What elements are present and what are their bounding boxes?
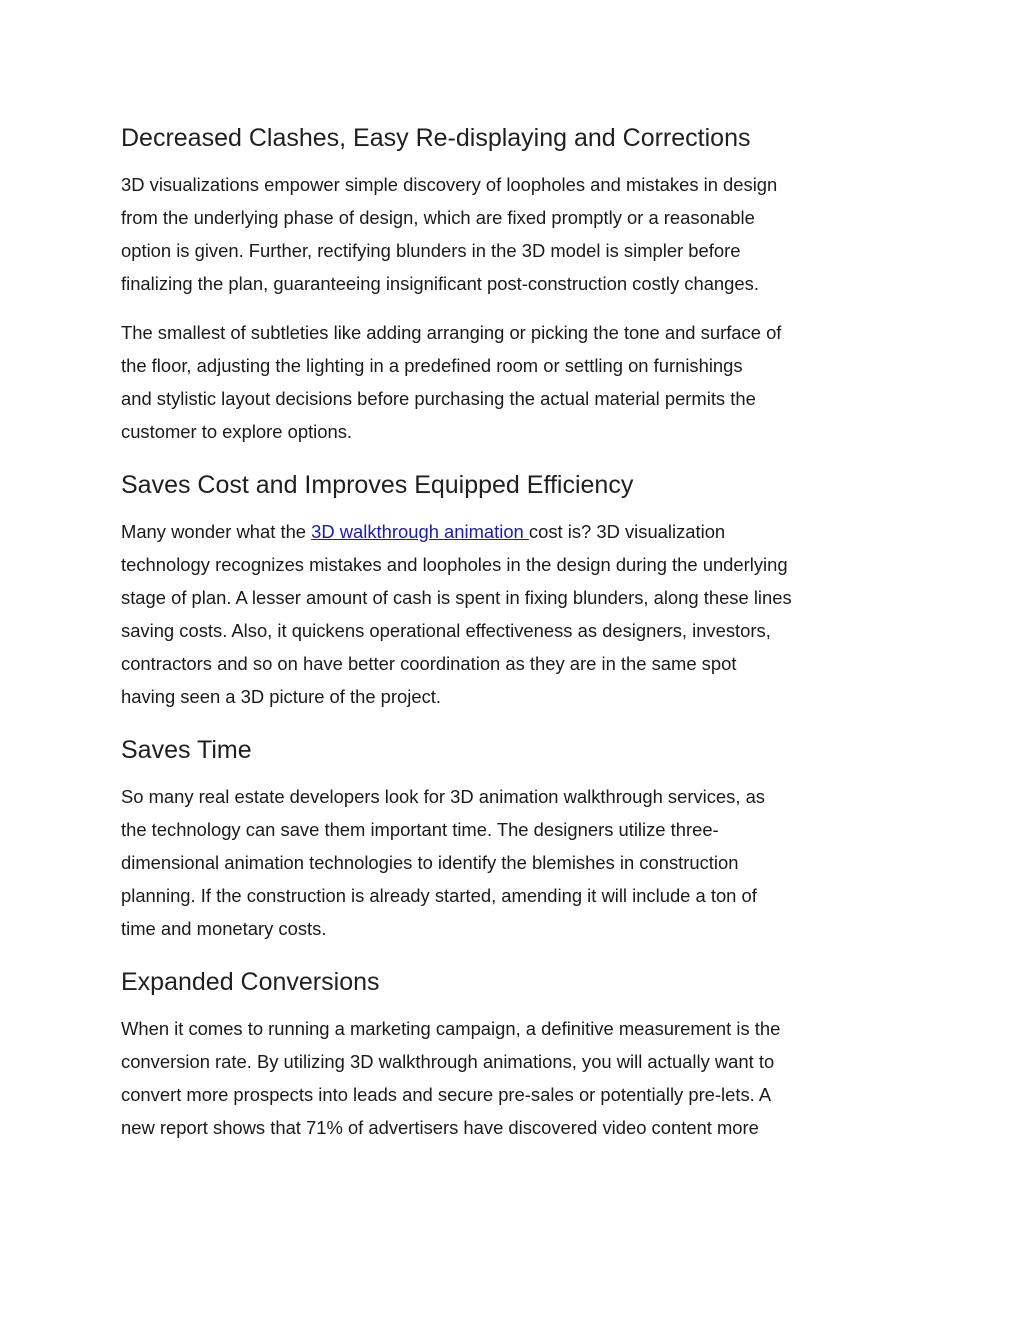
text-line: stage of plan. A lesser amount of cash is spent in fixing blunders, along these lines [121,587,792,608]
section-heading: Decreased Clashes, Easy Re-displaying and Corrections [121,124,751,152]
text-line: time and monetary costs. [121,918,327,939]
text-line: convert more prospects into leads and secure pre-sales or potentially pre-lets. A [121,1084,772,1105]
text-line: customer to explore options. [121,421,353,442]
text-run: cost is? 3D visualization [528,521,726,542]
document-body [121,117,897,1160]
text-line: finalizing the plan, guaranteeing insignificant post-construction costly changes. [121,273,759,294]
text-line: The smallest of subtleties like adding arranging or picking the tone and surface of [121,322,782,343]
text-run: Many wonder what the [121,521,312,542]
text-line: saving costs. Also, it quickens operational effectiveness as designers, investors, [121,620,771,641]
text-line: 3D visualizations empower simple discovery of loopholes and mistakes in design [121,174,778,195]
text-line: planning. If the construction is already started, amending it will include a ton of [121,885,757,906]
paragraph [121,316,897,448]
text-line: and stylistic layout decisions before purchasing the actual material permits the [121,388,756,409]
section-heading: Saves Time [121,736,252,764]
section-heading: Saves Cost and Improves Equipped Efficiency [121,471,634,499]
text-line: option is given. Further, rectifying blunders in the 3D model is simpler before [121,240,741,261]
text-line: contractors and so on have better coordination as they are in the same spot [121,653,737,674]
text-line [121,515,897,548]
text-line: new report shows that 71% of advertisers have discovered video content more [121,1117,759,1138]
paragraph [121,168,897,300]
text-line: the technology can save them important time. The designers utilize three- [121,819,719,840]
paragraph [121,1012,897,1144]
walkthrough-animation-link[interactable]: 3D walkthrough animation [311,521,529,542]
paragraph [121,780,897,945]
text-line: from the underlying phase of design, which are fixed promptly or a reasonable [121,207,755,228]
paragraph [121,515,897,713]
text-line: having seen a 3D picture of the project. [121,686,441,707]
text-line: dimensional animation technologies to identify the blemishes in construction [121,852,739,873]
section-heading: Expanded Conversions [121,968,380,996]
text-line: conversion rate. By utilizing 3D walkthrough animations, you will actually want to [121,1051,775,1072]
text-line: When it comes to running a marketing campaign, a definitive measurement is the [121,1018,781,1039]
text-line: So many real estate developers look for 3D animation walkthrough services, as [121,786,765,807]
text-line: the floor, adjusting the lighting in a predefined room or settling on furnishings [121,355,743,376]
text-line: technology recognizes mistakes and loopholes in the design during the underlying [121,554,788,575]
